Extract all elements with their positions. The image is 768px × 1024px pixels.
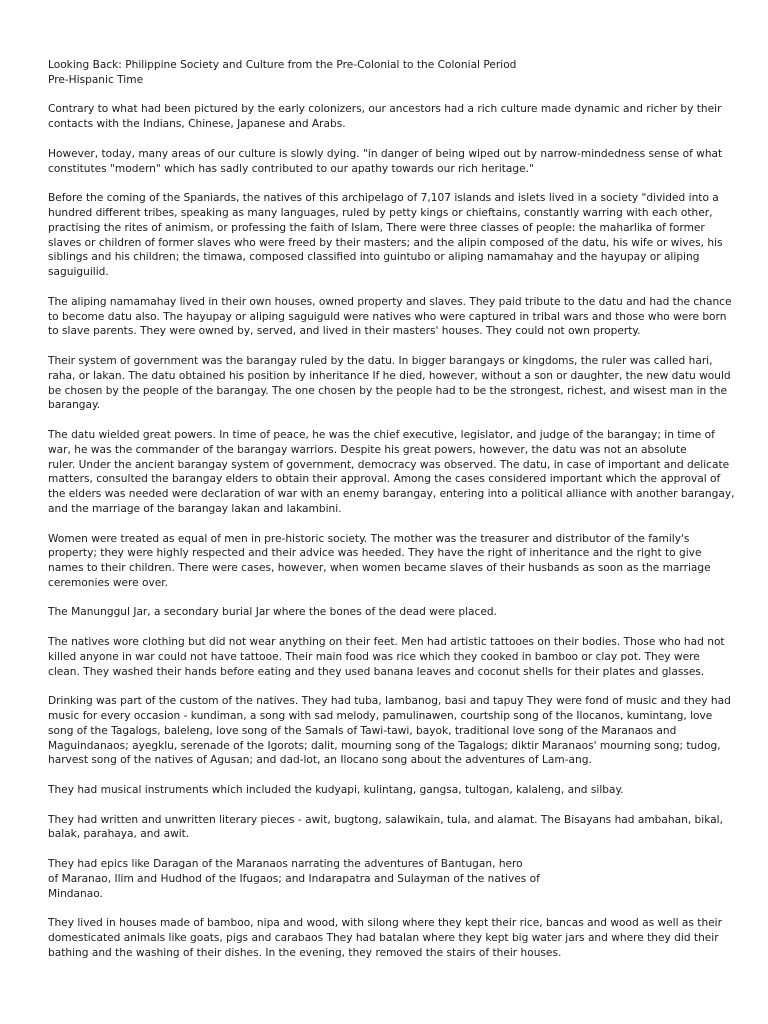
paragraph-line: slaves or children of former slaves who were freed by their masters; and the alipin composed of the datu, his wife or wives, his bbox=[48, 236, 723, 249]
paragraph-line: siblings and his children; the timawa, composed classified into guintubo or aliping namamahay and the hayupay or aliping bbox=[48, 251, 700, 264]
paragraph-line: bathing and the washing of their dishes. In the evening, they removed the stairs of their houses. bbox=[48, 946, 562, 959]
paragraph-line: property; they were highly respected and their advice was heeded. They have the right of inheritance and the right to give bbox=[48, 547, 702, 560]
paragraph bbox=[48, 191, 728, 280]
paragraph-line: matters, consulted the barangay elders to obtain their approval. Among the cases considered important which the approval of bbox=[48, 473, 721, 486]
document-title: Looking Back: Philippine Society and Culture from the Pre-Colonial to the Colonial Period bbox=[48, 59, 517, 71]
paragraph bbox=[48, 783, 728, 798]
paragraph-line: Drinking was part of the custom of the natives. They had tuba, lambanog, basi and tapuy They were fond of music and they had bbox=[48, 695, 731, 708]
paragraph-line: balak, parahaya, and awit. bbox=[48, 828, 190, 841]
paragraph bbox=[48, 295, 732, 339]
paragraph-line: Contrary to what had been pictured by the early colonizers, our ancestors had a rich culture made dynamic and richer by their bbox=[48, 103, 722, 116]
paragraph-line: They had musical instruments which included the kudyapi, kulintang, gangsa, tultogan, kalaleng, and silbay. bbox=[48, 784, 624, 797]
document-subtitle: Pre-Hispanic Time bbox=[48, 73, 144, 86]
paragraph bbox=[48, 354, 731, 413]
paragraph-line: Mindanao. bbox=[48, 887, 103, 900]
paragraph-line: clean. They washed their hands before eating and they used banana leaves and coconut shells for their plates and glasses. bbox=[48, 665, 705, 678]
paragraph-line: They had epics like Daragan of the Maranaos narrating the adventures of Bantugan, hero bbox=[48, 858, 523, 871]
paragraph-line: names to their children. There were cases, however, when women became slaves of their husbands as soon as the marriage bbox=[48, 562, 711, 575]
paragraph-line: barangay. bbox=[48, 399, 101, 412]
paragraph-line: Maguindanaos; ayegklu, serenade of the Igorots; dalit, mourning song of the Tagalogs; diktir Maranaos' mourning song; tudog, bbox=[48, 739, 721, 752]
paragraph-line: killed anyone in war could not have tattooe. Their main food was rice which they cooked in bamboo or clay pot. They were bbox=[48, 650, 700, 663]
document-body bbox=[48, 102, 735, 960]
paragraph-line: be chosen by the people of the barangay. The one chosen by the people had to be the strongest, richest, and wisest man in the bbox=[48, 384, 727, 397]
paragraph-line: However, today, many areas of our culture is slowly dying. "in danger of being wiped out by narrow-mindedness sense of what bbox=[48, 147, 723, 160]
paragraph-line: ruler. Under the ancient barangay system of government, democracy was observed. The datu, in case of important and delicate bbox=[48, 458, 730, 471]
paragraph-line: harvest song of the natives of Agusan; and dad-lot, an Ilocano song about the adventures of Lam-ang. bbox=[48, 754, 592, 767]
document-heading bbox=[48, 58, 728, 88]
paragraph-line: The aliping namamahay lived in their own houses, owned property and slaves. They paid tribute to the datu and had the chance bbox=[48, 295, 732, 308]
paragraph-line: Their system of government was the barangay ruled by the datu. In bigger barangays or kingdoms, the ruler was called hari, bbox=[48, 354, 713, 367]
paragraph-line: song of the Tagalogs, baleleng, love song of the Samals of Tawi-tawi, bayok, traditional love song of the Maranaos and bbox=[48, 724, 677, 737]
paragraph-line: The Manunggul Jar, a secondary burial Jar where the bones of the dead were placed. bbox=[48, 606, 497, 619]
paragraph-line: Women were treated as equal of men in pre-historic society. The mother was the treasurer and distributor of the family's bbox=[48, 532, 690, 545]
paragraph-line: Before the coming of the Spaniards, the natives of this archipelago of 7,107 islands and islets lived in a society "divided into a bbox=[48, 192, 719, 205]
paragraph bbox=[48, 694, 731, 768]
paragraph bbox=[48, 605, 728, 620]
paragraph-line: raha, or lakan. The datu obtained his position by inheritance If he died, however, without a son or daughter, the new datu would bbox=[48, 369, 731, 382]
paragraph bbox=[48, 635, 728, 679]
paragraph-line: the elders was needed were declaration of war with an enemy barangay, entering into a political alliance with another barangay, bbox=[48, 488, 735, 501]
paragraph bbox=[48, 857, 728, 901]
paragraph-line: music for every occasion - kundiman, a song with sad melody, pamulinawen, courtship song of the Ilocanos, kumintang, love bbox=[48, 710, 713, 723]
paragraph bbox=[48, 147, 728, 177]
paragraph-line: The natives wore clothing but did not wear anything on their feet. Men had artistic tattooes on their bodies. Those who had not bbox=[48, 636, 725, 649]
paragraph-line: and the marriage of the barangay lakan and lakambini. bbox=[48, 502, 342, 515]
paragraph-line: The datu wielded great powers. In time of peace, he was the chief executive, legislator, and judge of the barangay; in time of bbox=[48, 428, 715, 441]
paragraph bbox=[48, 428, 735, 517]
paragraph-line: of Maranao, Ilim and Hudhod of the Ifugaos; and Indarapatra and Sulayman of the natives of bbox=[48, 872, 540, 885]
paragraph bbox=[48, 813, 728, 843]
paragraph-line: They had written and unwritten literary pieces - awit, bugtong, salawikain, tula, and alamat. The Bisayans had ambahan, bikal, bbox=[48, 813, 723, 826]
paragraph-line: to become datu also. The hayupay or aliping saguiguld were natives who were captured in tribal wars and those who were born bbox=[48, 310, 727, 323]
paragraph bbox=[48, 916, 728, 960]
paragraph-line: contacts with the Indians, Chinese, Japanese and Arabs. bbox=[48, 118, 346, 131]
paragraph bbox=[48, 102, 728, 132]
paragraph-line: saguiguilid. bbox=[48, 266, 109, 279]
paragraph-line: constitutes "modern" which has sadly contributed to our apathy towards our rich heritage." bbox=[48, 162, 534, 175]
paragraph-line: domesticated animals like goats, pigs and carabaos They had batalan where they kept big water jars and where they did their bbox=[48, 932, 719, 945]
paragraph-line: practising the rites of animism, or professing the faith of Islam, There were three classes of people: the maharlika of former bbox=[48, 221, 705, 234]
paragraph-line: They lived in houses made of bamboo, nipa and wood, with silong where they kept their rice, bancas and wood as well as their bbox=[48, 917, 722, 930]
paragraph-line: ceremonies were over. bbox=[48, 576, 169, 589]
paragraph-line: war, he was the commander of the barangay warriors. Despite his great powers, however, the datu was not an absolute bbox=[48, 443, 687, 456]
paragraph-line: to slave parents. They were owned by, served, and lived in their masters' houses. They could not own property. bbox=[48, 325, 641, 338]
paragraph bbox=[48, 532, 728, 591]
paragraph-line: hundred different tribes, speaking as many languages, ruled by petty kings or chieftains, constantly warring with each other, bbox=[48, 206, 713, 219]
